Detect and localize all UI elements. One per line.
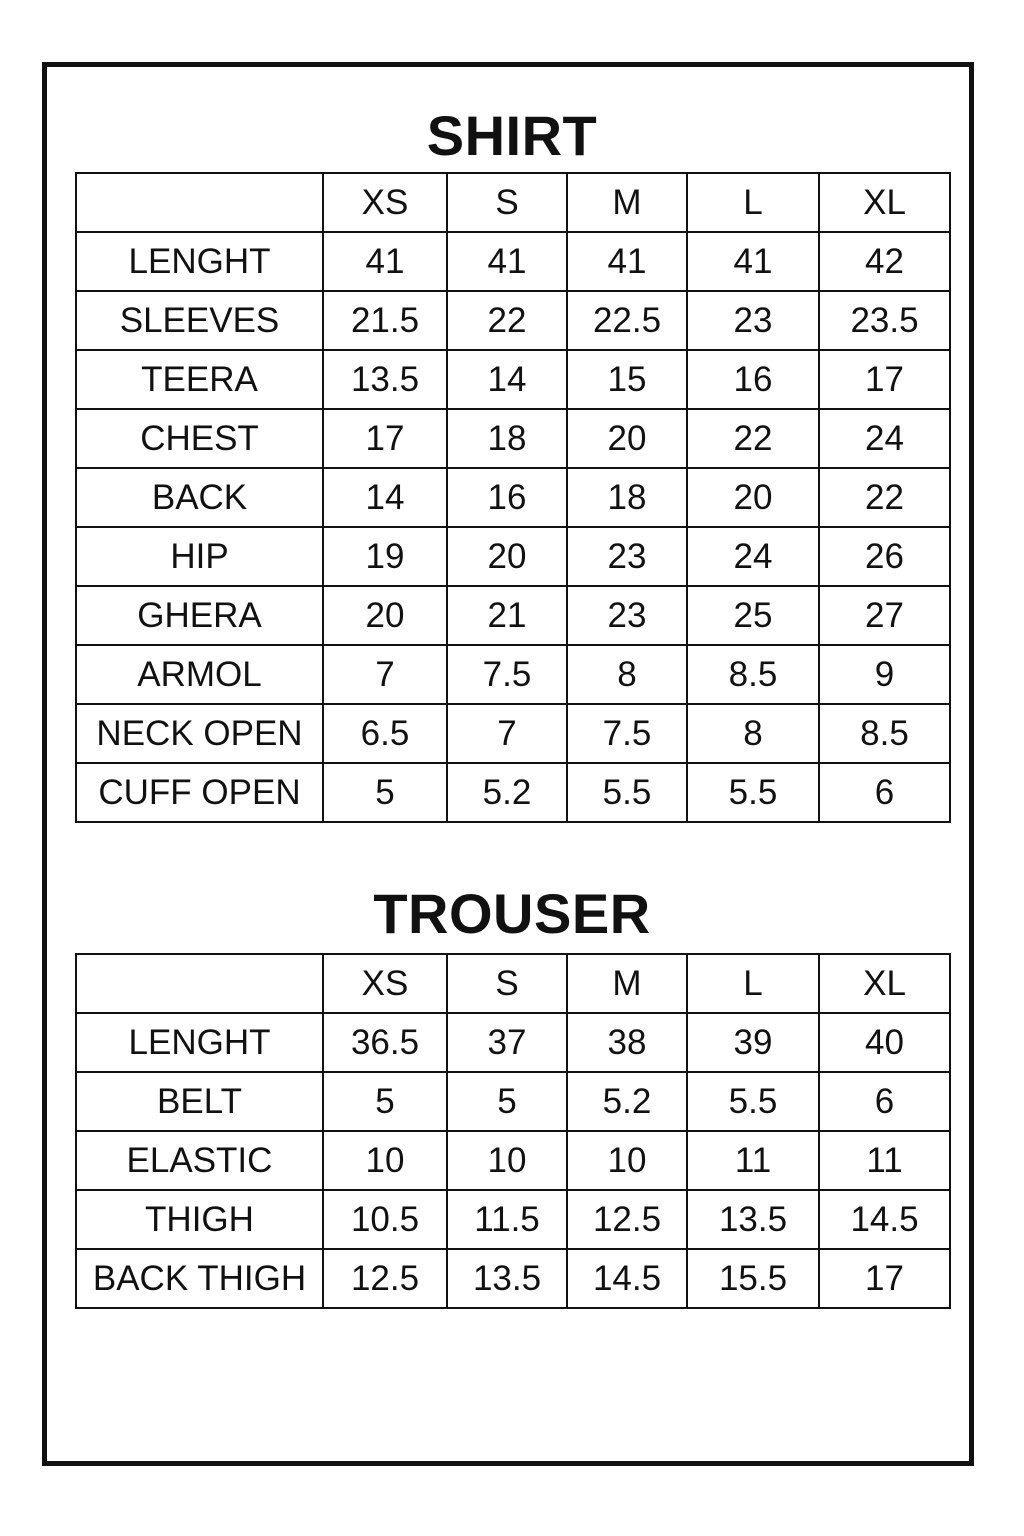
shirt-section-title: SHIRT [426, 104, 598, 167]
measurement-value: 11 [819, 1131, 950, 1190]
table-row [76, 586, 950, 645]
table-row [76, 1072, 950, 1131]
measurement-value: 23.5 [819, 291, 950, 350]
table-row [76, 645, 950, 704]
measurement-value: 14 [323, 468, 447, 527]
measurement-value: 11 [687, 1131, 819, 1190]
table-row [76, 291, 950, 350]
measurement-value: 41 [323, 232, 447, 291]
measurement-value: 24 [687, 527, 819, 586]
shirt-table-body [76, 232, 950, 822]
measurement-value: 41 [447, 232, 567, 291]
measurement-value: 23 [567, 586, 687, 645]
shirt-table-header [76, 173, 950, 232]
trouser-header-row [76, 954, 950, 1013]
measurement-value: 17 [819, 1249, 950, 1308]
measurement-value: 20 [567, 409, 687, 468]
measurement-value: 20 [687, 468, 819, 527]
table-row [76, 1249, 950, 1308]
measurement-value: 8.5 [819, 704, 950, 763]
measurement-value: 5 [323, 1072, 447, 1131]
measurement-value: 15.5 [687, 1249, 819, 1308]
trouser-size-header: XS [323, 954, 447, 1013]
measurement-label: LENGHT [76, 232, 323, 291]
shirt-header-corner [76, 173, 323, 232]
table-row [76, 704, 950, 763]
measurement-label: CUFF OPEN [76, 763, 323, 822]
measurement-value: 20 [447, 527, 567, 586]
measurement-value: 14.5 [819, 1190, 950, 1249]
shirt-size-header: L [687, 173, 819, 232]
trouser-section-title: TROUSER [373, 882, 651, 945]
table-row [76, 1013, 950, 1072]
measurement-value: 20 [323, 586, 447, 645]
shirt-size-header: S [447, 173, 567, 232]
measurement-value: 14.5 [567, 1249, 687, 1308]
shirt-size-header: XS [323, 173, 447, 232]
measurement-label: ARMOL [76, 645, 323, 704]
measurement-value: 7.5 [447, 645, 567, 704]
measurement-value: 22 [819, 468, 950, 527]
trouser-table-body [76, 1013, 950, 1308]
measurement-value: 37 [447, 1013, 567, 1072]
measurement-value: 16 [687, 350, 819, 409]
measurement-value: 13.5 [447, 1249, 567, 1308]
measurement-value: 11.5 [447, 1190, 567, 1249]
measurement-value: 10 [323, 1131, 447, 1190]
measurement-value: 15 [567, 350, 687, 409]
measurement-value: 5.2 [567, 1072, 687, 1131]
measurement-value: 5.5 [687, 1072, 819, 1131]
measurement-value: 6 [819, 763, 950, 822]
measurement-value: 8.5 [687, 645, 819, 704]
measurement-value: 41 [567, 232, 687, 291]
trouser-table-header [76, 954, 950, 1013]
trouser-size-header: L [687, 954, 819, 1013]
measurement-label: BACK [76, 468, 323, 527]
measurement-value: 10 [447, 1131, 567, 1190]
trouser-size-header: M [567, 954, 687, 1013]
measurement-value: 22.5 [567, 291, 687, 350]
measurement-value: 24 [819, 409, 950, 468]
measurement-value: 26 [819, 527, 950, 586]
measurement-value: 23 [567, 527, 687, 586]
measurement-value: 17 [819, 350, 950, 409]
shirt-header-row [76, 173, 950, 232]
measurement-value: 7 [447, 704, 567, 763]
measurement-label: LENGHT [76, 1013, 323, 1072]
measurement-label: BACK THIGH [76, 1249, 323, 1308]
measurement-value: 23 [687, 291, 819, 350]
measurement-label: HIP [76, 527, 323, 586]
measurement-value: 7 [323, 645, 447, 704]
measurement-label: BELT [76, 1072, 323, 1131]
measurement-value: 18 [447, 409, 567, 468]
table-row [76, 1131, 950, 1190]
measurement-value: 5.5 [567, 763, 687, 822]
measurement-label: NECK OPEN [76, 704, 323, 763]
measurement-value: 6.5 [323, 704, 447, 763]
measurement-value: 39 [687, 1013, 819, 1072]
measurement-value: 22 [687, 409, 819, 468]
measurement-value: 7.5 [567, 704, 687, 763]
measurement-value: 36.5 [323, 1013, 447, 1072]
table-row [76, 409, 950, 468]
measurement-value: 25 [687, 586, 819, 645]
measurement-value: 5 [323, 763, 447, 822]
measurement-value: 5.5 [687, 763, 819, 822]
measurement-value: 27 [819, 586, 950, 645]
measurement-value: 12.5 [323, 1249, 447, 1308]
measurement-value: 8 [567, 645, 687, 704]
shirt-size-header: M [567, 173, 687, 232]
table-row [76, 232, 950, 291]
table-row [76, 350, 950, 409]
measurement-value: 5 [447, 1072, 567, 1131]
measurement-value: 12.5 [567, 1190, 687, 1249]
measurement-value: 6 [819, 1072, 950, 1131]
measurement-value: 9 [819, 645, 950, 704]
measurement-value: 21.5 [323, 291, 447, 350]
trouser-size-header: XL [819, 954, 950, 1013]
measurement-label: TEERA [76, 350, 323, 409]
measurement-label: CHEST [76, 409, 323, 468]
measurement-value: 10 [567, 1131, 687, 1190]
shirt-size-table [75, 172, 951, 823]
measurement-value: 18 [567, 468, 687, 527]
measurement-value: 17 [323, 409, 447, 468]
measurement-value: 40 [819, 1013, 950, 1072]
trouser-header-corner [76, 954, 323, 1013]
measurement-value: 38 [567, 1013, 687, 1072]
measurement-value: 19 [323, 527, 447, 586]
table-row [76, 468, 950, 527]
shirt-size-header: XL [819, 173, 950, 232]
measurement-value: 5.2 [447, 763, 567, 822]
measurement-value: 8 [687, 704, 819, 763]
measurement-value: 16 [447, 468, 567, 527]
table-row [76, 763, 950, 822]
measurement-label: GHERA [76, 586, 323, 645]
measurement-value: 22 [447, 291, 567, 350]
measurement-value: 14 [447, 350, 567, 409]
measurement-value: 42 [819, 232, 950, 291]
measurement-value: 13.5 [323, 350, 447, 409]
table-row [76, 527, 950, 586]
measurement-value: 21 [447, 586, 567, 645]
trouser-size-table [75, 953, 951, 1309]
measurement-label: SLEEVES [76, 291, 323, 350]
measurement-value: 41 [687, 232, 819, 291]
measurement-label: ELASTIC [76, 1131, 323, 1190]
measurement-value: 13.5 [687, 1190, 819, 1249]
trouser-size-header: S [447, 954, 567, 1013]
table-row [76, 1190, 950, 1249]
measurement-label: THIGH [76, 1190, 323, 1249]
measurement-value: 10.5 [323, 1190, 447, 1249]
